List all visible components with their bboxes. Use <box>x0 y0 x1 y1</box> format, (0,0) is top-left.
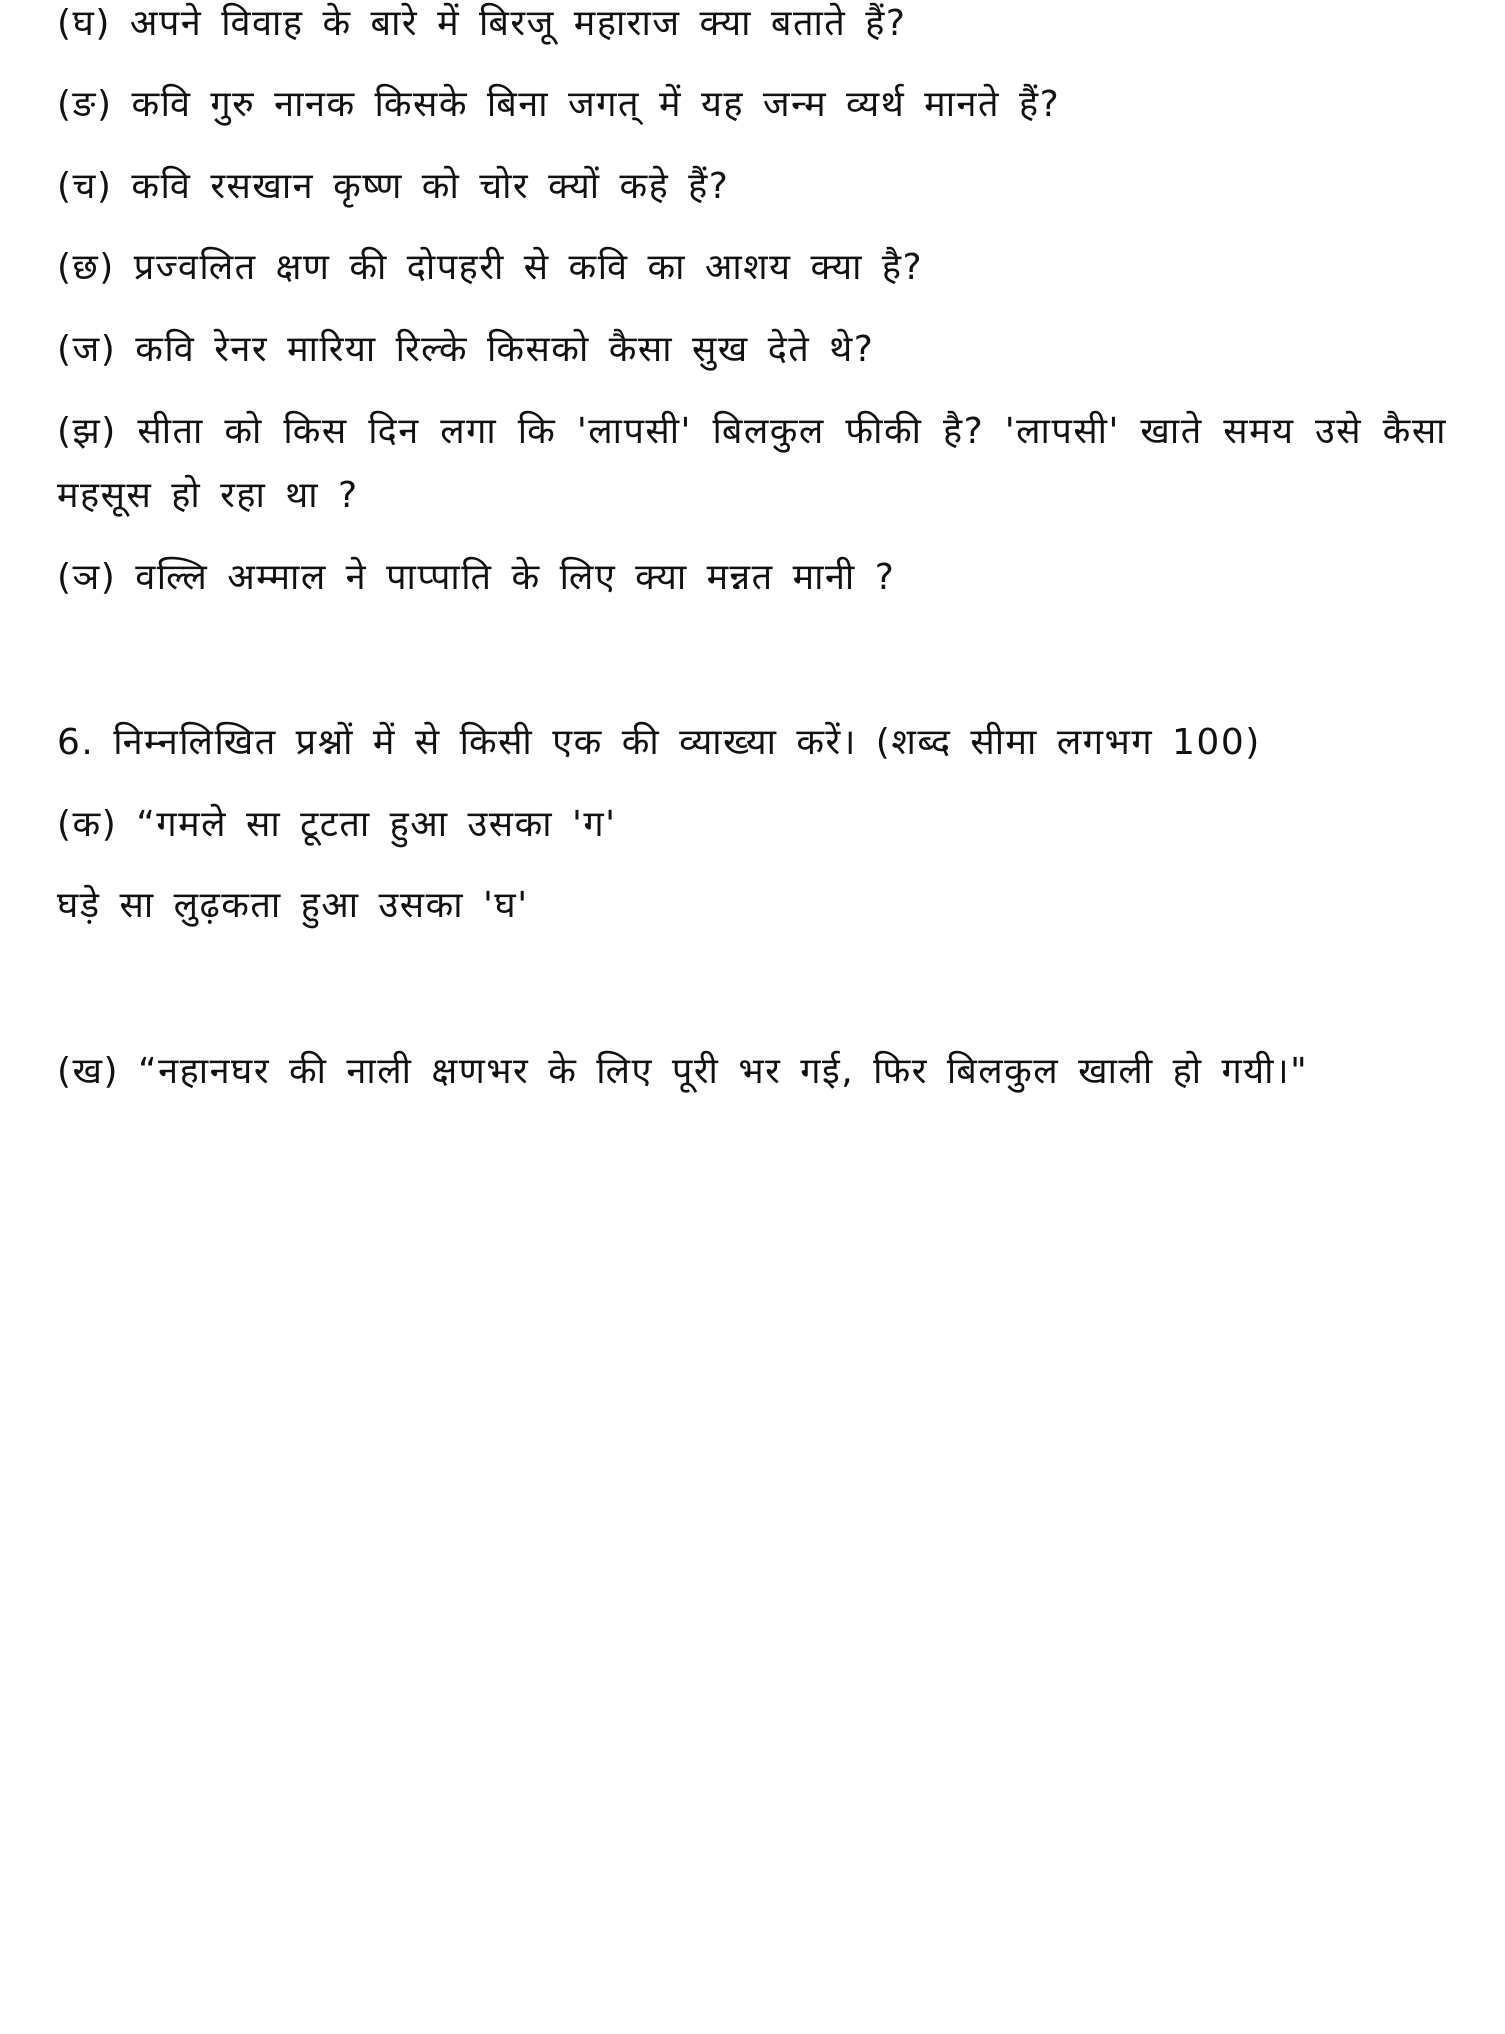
question-text: अपने विवाह के बारे में बिरजू महाराज क्या बताते हैं? <box>129 3 907 44</box>
question-label: (घ) <box>57 3 111 44</box>
question-label: (ञ) <box>57 557 117 598</box>
option-kha <box>57 1050 1308 1094</box>
option-line: “गमले सा टूटता हुआ उसका 'ग' <box>136 804 617 845</box>
question-chha <box>57 246 923 290</box>
question-jha <box>57 400 1447 528</box>
question-text: कवि रसखान कृष्ण को चोर क्यों कहे हैं? <box>131 166 730 207</box>
question-label: (ङ) <box>57 84 113 125</box>
question-nya <box>57 556 895 600</box>
question-label: (छ) <box>57 247 115 288</box>
question-text: वल्लि अम्माल ने पाप्पाति के लिए क्या मन्नत मानी ? <box>135 557 896 598</box>
option-ka-line-2: घड़े सा लुढ़कता हुआ उसका 'घ' <box>57 885 529 926</box>
question-text: प्रज्वलित क्षण की दोपहरी से कवि का आशय क्या है? <box>133 247 924 288</box>
question-label: (झ) <box>57 411 117 452</box>
question-cha <box>57 165 729 209</box>
question-label: (ज) <box>57 329 117 370</box>
option-label: (क) <box>57 804 118 845</box>
question-text: कवि रेनर मारिया रिल्के किसको कैसा सुख देते थे? <box>135 329 875 370</box>
question-ja <box>57 328 874 372</box>
option-label: (ख) <box>57 1051 120 1092</box>
question-label: (च) <box>57 166 113 207</box>
question-6-heading: 6. निम्नलिखित प्रश्नों में से किसी एक की व्याख्या करें। (शब्द सीमा लगभग 100) <box>57 722 1261 763</box>
option-ka <box>57 803 617 847</box>
question-nga <box>57 83 1060 127</box>
option-line: “नहानघर की नाली क्षणभर के लिए पूरी भर गई, फिर बिलकुल खाली हो गयी।" <box>138 1051 1309 1092</box>
question-text: सीता को किस दिन लगा कि 'लापसी' बिलकुल फीकी है? 'लापसी' खाते समय उसे कैसा महसूस हो रहा था ? <box>57 411 1447 516</box>
question-text: कवि गुरु नानक किसके बिना जगत् में यह जन्म व्यर्थ मानते हैं? <box>131 84 1061 125</box>
question-gha <box>57 2 906 46</box>
